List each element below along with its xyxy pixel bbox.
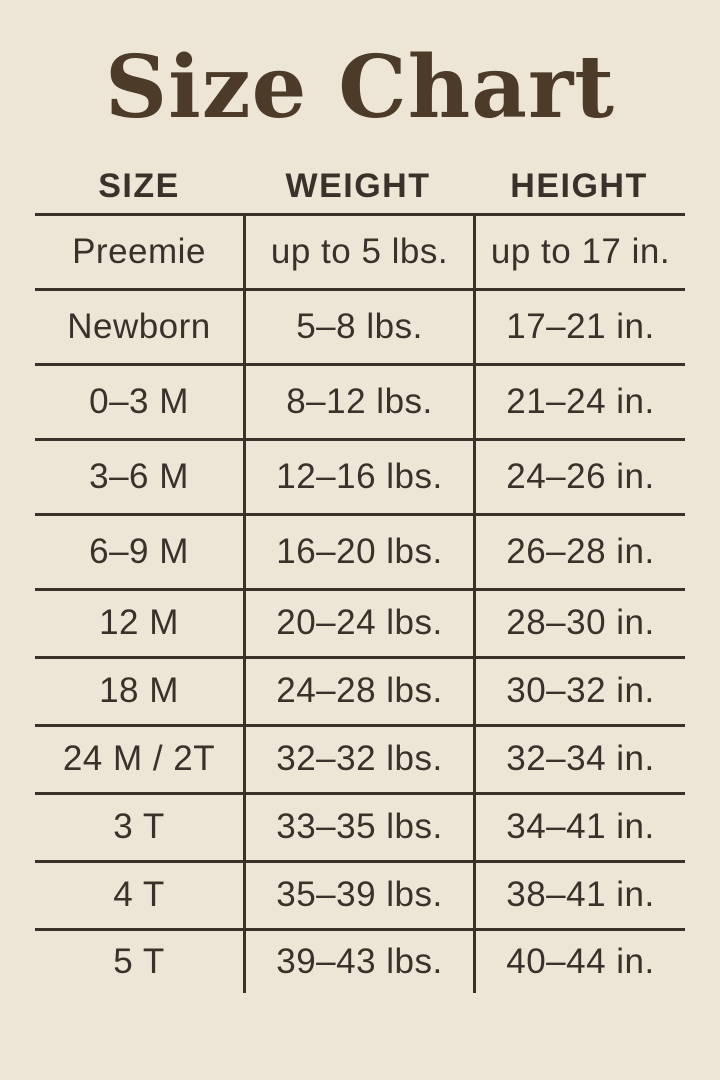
size-cell: 3 T bbox=[113, 807, 165, 847]
size-cell: 3–6 M bbox=[89, 456, 189, 496]
table-row bbox=[35, 931, 685, 993]
weight-cell: 8–12 lbs. bbox=[243, 366, 473, 438]
height-cell: 28–30 in. bbox=[473, 591, 685, 656]
size-cell: 24 M / 2T bbox=[62, 739, 216, 779]
size-chart-table bbox=[35, 161, 685, 993]
weight-cell: 5–8 lbs. bbox=[243, 291, 473, 363]
column-header-weight: WEIGHT bbox=[285, 167, 431, 206]
weight-cell: 32–32 lbs. bbox=[243, 727, 473, 792]
weight-cell: 39–43 lbs. bbox=[243, 931, 473, 993]
table-row bbox=[35, 659, 685, 727]
height-cell: 30–32 in. bbox=[473, 659, 685, 724]
height-cell: 40–44 in. bbox=[473, 931, 685, 993]
height-cell: 24–26 in. bbox=[473, 441, 685, 513]
size-cell: 0–3 M bbox=[89, 381, 189, 421]
size-cell: Newborn bbox=[67, 306, 211, 346]
size-cell: Preemie bbox=[72, 231, 206, 271]
column-header-height: HEIGHT bbox=[510, 167, 648, 206]
weight-cell: 16–20 lbs. bbox=[243, 516, 473, 588]
table-row bbox=[35, 795, 685, 863]
table-header-row bbox=[35, 161, 685, 213]
weight-cell: 24–28 lbs. bbox=[243, 659, 473, 724]
weight-cell: 35–39 lbs. bbox=[243, 863, 473, 928]
page-title: Size Chart bbox=[104, 37, 615, 138]
height-cell: 26–28 in. bbox=[473, 516, 685, 588]
table-row bbox=[35, 727, 685, 795]
size-cell: 18 M bbox=[99, 671, 179, 711]
weight-cell: 20–24 lbs. bbox=[243, 591, 473, 656]
size-cell: 5 T bbox=[113, 941, 165, 981]
table-row bbox=[35, 366, 685, 441]
size-cell: 6–9 M bbox=[89, 531, 189, 571]
height-cell: 17–21 in. bbox=[473, 291, 685, 363]
size-table-body bbox=[35, 213, 685, 993]
height-cell: 34–41 in. bbox=[473, 795, 685, 860]
table-row bbox=[35, 516, 685, 591]
weight-cell: up to 5 lbs. bbox=[243, 216, 473, 288]
size-cell: 12 M bbox=[99, 603, 179, 643]
weight-cell: 12–16 lbs. bbox=[243, 441, 473, 513]
table-row bbox=[35, 591, 685, 659]
column-header-size: SIZE bbox=[98, 167, 180, 206]
table-row bbox=[35, 291, 685, 366]
height-cell: 38–41 in. bbox=[473, 863, 685, 928]
height-cell: 21–24 in. bbox=[473, 366, 685, 438]
table-row bbox=[35, 441, 685, 516]
size-cell: 4 T bbox=[113, 875, 165, 915]
weight-cell: 33–35 lbs. bbox=[243, 795, 473, 860]
height-cell: up to 17 in. bbox=[473, 216, 685, 288]
table-row bbox=[35, 216, 685, 291]
table-row bbox=[35, 863, 685, 931]
height-cell: 32–34 in. bbox=[473, 727, 685, 792]
